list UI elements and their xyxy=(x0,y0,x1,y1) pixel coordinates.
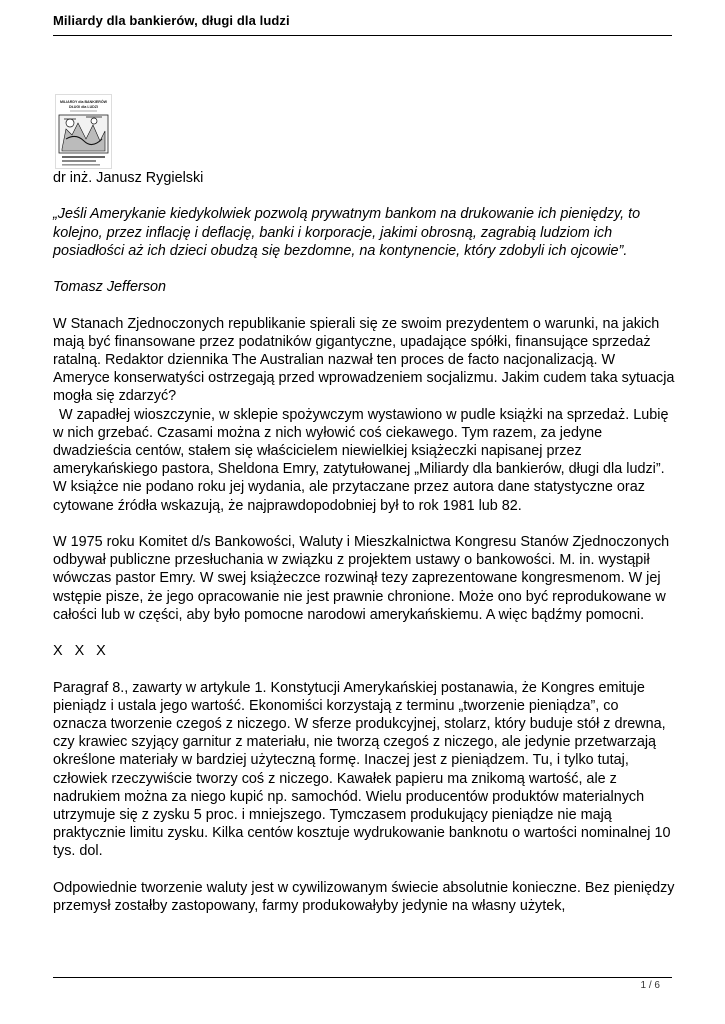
jefferson-quote: „Jeśli Amerykanie kiedykolwiek pozwolą prywatnym bankom na drukowanie ich pieniędzy, to kolejno, przez inflację i deflację, banki i korporacje, jakimi obrosną, zagrabią ludziom ich posiadłości aż ich dzieci obudzą się bezdomne, na kontynencie, który zdobyli ich ojcowie”. xyxy=(53,206,641,259)
book-cover-image xyxy=(55,94,112,169)
page-number: 1 / 6 xyxy=(640,980,660,991)
paragraph-4: Paragraf 8., zawarty w artykule 1. Konstytucji Amerykańskiej postanawia, że Kongres emituje pieniądz i ustala jego wartość. Ekonomiści korzystają z terminu „tworzenie pieniądza”, co oznacza tworzenie czegoś z niczego. W sferze produkcyjnej, stolarz, który buduje stół z drewna, czy krawiec szyjący garnitur z materiału, nie tworzą czegoś z niczego, ale jedynie przetwarzają określone materiały w bardziej użyteczną formę. Inaczej jest z pieniądzem. Tu, i tylko tutaj, człowiek rzeczywiście tworzy coś z niczego. Kawałek papieru ma znikomą wartość, ale z nadrukiem można za niego kupić np. samochód. Wielu producentów produktów materialnych utrzymuje się z zysku 5 proc. i mniejszego. Tymczasem produkujący pieniądze nie mają praktycznie limitu zysku. Kilka centów kosztuje wydrukowanie banknotu o wartości nominalnej 10 tys. dol. xyxy=(53,679,671,860)
header-rule xyxy=(53,35,672,36)
paragraph-2: W zapadłej wioszczynie, w sklepie spożywczym wystawiono w pudle książki na sprzedaż. Lubię w nich grzebać. Czasami można z nich wyłowić coś ciekawego. Tym razem, za jedyne dwadzieścia centów, stałem się właścicielem niewielkiej książeczki napisanej przez amerykańskiego pastora, Sheldona Emry, zatytułowanej „Miliardy dla bankierów, długi dla ludzi”. W książce nie podano roku jej wydania, ale przytaczane przez autora dane statystyczne oraz cytowane źródła wskazują, że najprawdopodobniej był to rok 1981 lub 82. xyxy=(53,406,669,514)
book-cover-illustration xyxy=(56,95,111,168)
paragraph-1: W Stanach Zjednoczonych republikanie spierali się ze swoim prezydentem o warunki, na jakich mają być finansowane przez podatników gigantyczne, upadające spółki, finansujące sprzedaż ratalną. Redaktor dziennika The Australian nazwał ten proces de facto nacjonalizacją. W Ameryce konserwatyści ostrzegają przed wprowadzeniem socjalizmu. Jakim cudem taka sytuacja mogła się zdarzyć? xyxy=(53,315,675,405)
running-header-title: Miliardy dla bankierów, długi dla ludzi xyxy=(53,13,290,28)
cover-title-line-2: DŁUGI dla LUDZI xyxy=(69,105,98,109)
article-body xyxy=(53,169,675,933)
paragraph-3: W 1975 roku Komitet d/s Bankowości, Waluty i Mieszkalnictwa Kongresu Stanów Zjednoczonych odbywał publiczne przesłuchania w związku z projektem ustawy o bankowości. M. in. wystąpił wówczas pastor Emry. W swej książeczce rozwinął tezy zaprezentowane kongresmenom. W jej wstępie pisze, że jego opracowanie nie jest prawnie chronione. Może ono być reprodukowane w całości lub w części, aby było pomocne narodowi amerykańskiemu. A więc bądźmy pomocni. xyxy=(53,534,670,623)
section-separator: X X X xyxy=(53,643,106,660)
cover-title-line-1: MILIARDY dla BANKIERÓW xyxy=(59,100,108,104)
quote-attribution: Tomasz Jefferson xyxy=(53,279,167,296)
paragraph-5: Odpowiednie tworzenie waluty jest w cywilizowanym świecie absolutnie konieczne. Bez pieniędzy przemysł zostałby zastopowany, farmy produkowałyby jedynie na własny użytek, xyxy=(53,879,675,915)
footer-rule xyxy=(53,977,672,978)
author-line: dr inż. Janusz Rygielski xyxy=(53,170,204,186)
